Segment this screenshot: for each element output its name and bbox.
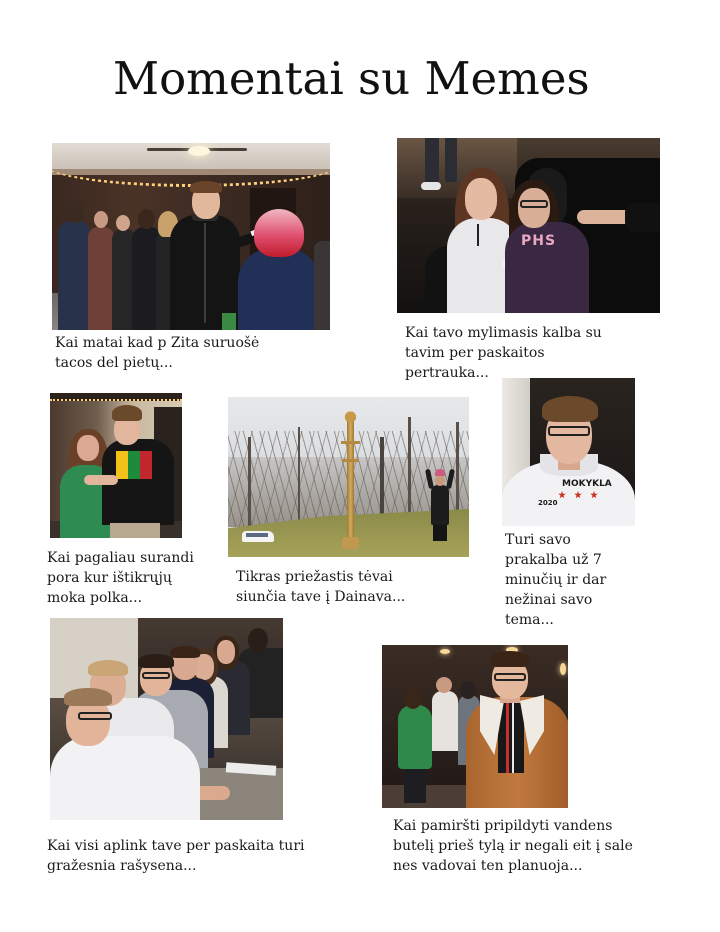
caption-line: tacos del pietų... bbox=[55, 355, 173, 371]
caption-line: siunčia tave į Dainava... bbox=[236, 589, 406, 605]
caption-line: Kai visi aplink tave per paskaita turi bbox=[47, 838, 305, 854]
shoe bbox=[421, 182, 441, 190]
glasses bbox=[548, 426, 590, 436]
caption-line: Kai tavo mylimasis kalba su bbox=[405, 325, 602, 341]
photo-1 bbox=[52, 143, 330, 330]
hair bbox=[542, 396, 598, 422]
person-body bbox=[431, 485, 449, 525]
page-title: Momentai su Memes bbox=[113, 52, 590, 105]
person-head bbox=[404, 687, 422, 709]
person-head bbox=[138, 209, 155, 229]
caption-line: nes vadovai ten planuoja... bbox=[393, 858, 583, 874]
caption-6 bbox=[47, 836, 305, 876]
person-body bbox=[238, 248, 320, 330]
ceiling-light bbox=[440, 649, 450, 654]
photo-7 bbox=[382, 645, 568, 808]
student-hair bbox=[64, 688, 112, 706]
person-body bbox=[314, 241, 330, 330]
pole-crossbar bbox=[342, 459, 359, 462]
drawstring bbox=[477, 224, 479, 246]
caption-line: Tikras priežastis tėvai bbox=[236, 569, 393, 585]
glasses bbox=[494, 673, 526, 681]
person-head bbox=[435, 475, 445, 486]
caption-5 bbox=[505, 530, 606, 630]
person-head bbox=[436, 677, 452, 693]
van-window bbox=[246, 533, 268, 537]
caption-3 bbox=[47, 548, 194, 608]
person-head bbox=[460, 681, 476, 699]
person-head bbox=[94, 211, 108, 228]
hoodie-year: 2020 bbox=[538, 499, 558, 507]
person-body bbox=[88, 227, 114, 330]
person-body bbox=[398, 705, 432, 769]
leg bbox=[425, 138, 439, 186]
pants bbox=[110, 523, 160, 538]
caption-line: tavim per paskaitos bbox=[405, 345, 545, 361]
guy-arm bbox=[84, 475, 118, 485]
ceiling-light bbox=[560, 663, 566, 675]
flag-yellow bbox=[116, 451, 128, 479]
shirt-stripe bbox=[506, 703, 509, 773]
photo-4 bbox=[228, 397, 469, 557]
caption-line: Turi savo bbox=[505, 532, 571, 548]
caption-2 bbox=[405, 323, 602, 383]
person-body bbox=[58, 221, 90, 330]
student-hair bbox=[138, 654, 174, 668]
tree-trunk bbox=[248, 437, 251, 527]
flag-red bbox=[140, 451, 152, 479]
shirt bbox=[498, 703, 524, 773]
green-item bbox=[222, 313, 236, 330]
girl-face bbox=[77, 435, 99, 461]
pole-top bbox=[341, 407, 360, 427]
string-lights bbox=[50, 395, 182, 401]
caption-line: minučių ir dar bbox=[505, 572, 607, 588]
photo-6 bbox=[50, 618, 283, 820]
shirt-stripe bbox=[512, 703, 514, 773]
caption-line: moka polka... bbox=[47, 590, 143, 606]
student-hair bbox=[170, 646, 200, 658]
student-body bbox=[50, 736, 200, 820]
student-face bbox=[217, 640, 235, 664]
glasses bbox=[78, 712, 112, 720]
pink-hair bbox=[254, 209, 304, 257]
caption-4 bbox=[236, 567, 405, 607]
photo-2 bbox=[397, 138, 660, 313]
tree-trunk bbox=[408, 417, 411, 527]
person-hat bbox=[435, 469, 445, 476]
caption-line: pertrauka... bbox=[405, 365, 489, 381]
caption-line: Kai matai kad p Zita suruošė bbox=[55, 335, 260, 351]
glasses bbox=[520, 200, 548, 208]
caption-line: Kai pagaliau surandi bbox=[47, 550, 194, 566]
person-head bbox=[116, 215, 130, 231]
photo-5 bbox=[502, 378, 635, 526]
girl-face bbox=[465, 178, 497, 220]
person-body bbox=[432, 691, 458, 751]
sleeve bbox=[625, 202, 660, 232]
caption-line: prakalba už 7 bbox=[505, 552, 602, 568]
caption-line: butelį prieš tylą ir negali eit į sale bbox=[393, 838, 633, 854]
wooden-pole bbox=[347, 417, 354, 549]
caption-line: nežinai savo bbox=[505, 592, 593, 608]
shirt-lettering: PHS bbox=[521, 233, 557, 249]
hoodie-lettering: MOKYKLA bbox=[562, 479, 612, 489]
caption-line: tema... bbox=[505, 612, 554, 628]
guy-hair bbox=[112, 405, 142, 421]
person-legs bbox=[404, 763, 426, 803]
photo-3 bbox=[50, 393, 182, 538]
caption-line: Kai pamiršti pripildyti vandens bbox=[393, 818, 613, 834]
student-hair bbox=[88, 660, 128, 676]
flag-green bbox=[128, 451, 140, 479]
pole-base bbox=[342, 537, 359, 549]
leg bbox=[445, 138, 457, 182]
person-head bbox=[66, 201, 84, 223]
man-zipper bbox=[204, 223, 206, 323]
student-head bbox=[248, 628, 268, 652]
hair bbox=[490, 651, 530, 667]
caption-line: gražesnia rašysena... bbox=[47, 858, 197, 874]
caption-7 bbox=[393, 816, 633, 876]
glasses bbox=[142, 672, 170, 679]
pole-crossbar bbox=[341, 441, 360, 444]
girl-face bbox=[518, 188, 550, 228]
caption-1 bbox=[55, 333, 259, 373]
tree-trunk bbox=[298, 427, 300, 527]
man-hair bbox=[190, 181, 222, 193]
caption-line: pora kur ištikrųjų bbox=[47, 570, 172, 586]
ceiling-lamp bbox=[188, 146, 210, 156]
